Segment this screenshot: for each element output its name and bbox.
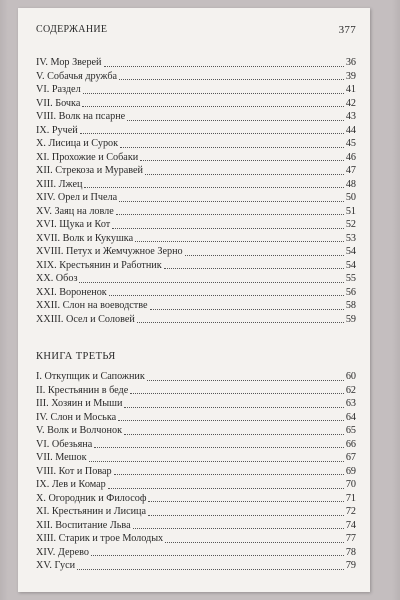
toc-entry-title: VI. Обезьяна [36, 438, 93, 450]
toc-entry-title: VIII. Волк на псарне [36, 111, 126, 122]
toc-entry [36, 137, 356, 151]
dot-leader [114, 474, 344, 475]
book-page [18, 8, 370, 592]
dot-leader [82, 106, 343, 107]
dot-leader [118, 420, 344, 421]
toc-entry-page: 78 [345, 546, 356, 558]
toc-entry [36, 218, 356, 232]
dot-leader [127, 120, 344, 121]
toc-entry-title: XV. Гуси [36, 560, 76, 571]
toc-entry-title: X. Огородник и Философ [36, 492, 147, 504]
toc-entry-title: VII. Мешок [36, 452, 87, 463]
dot-leader [77, 569, 344, 570]
toc-entry-page: 64 [345, 411, 356, 423]
dot-leader [124, 407, 343, 408]
dot-leader [80, 133, 344, 134]
toc-entry [36, 492, 356, 506]
toc-entry [36, 559, 356, 573]
toc-entry-title: XVII. Волк и Кукушка [36, 232, 134, 244]
book-heading: КНИГА ТРЕТЬЯ [36, 351, 116, 362]
toc-entry-page: 59 [345, 313, 356, 325]
toc-entry-title: XI. Крестьянин и Лисица [36, 506, 147, 517]
toc-entry-page: 48 [345, 178, 356, 190]
dot-leader [104, 66, 344, 67]
toc-entry [36, 205, 356, 219]
toc-entry-page: 72 [345, 506, 356, 517]
toc-entry-title: VIII. Кот и Повар [36, 465, 112, 477]
toc-entry-page: 44 [345, 124, 356, 136]
dot-leader [94, 447, 344, 448]
toc-entry-title: XIII. Старик и трое Молодых [36, 533, 164, 544]
toc-entry-page: 52 [345, 219, 356, 230]
toc-entry-page: 65 [345, 425, 356, 436]
toc-entry-title: XII. Стрекоза и Муравей [36, 165, 143, 176]
toc-section-book-three [36, 350, 356, 573]
toc-entry-title: XXI. Вороненок [36, 286, 107, 298]
toc-entry-page: 74 [345, 519, 356, 531]
toc-entry [36, 259, 356, 273]
toc-entry-page: 66 [345, 438, 356, 450]
toc-entry-title: VI. Раздел [36, 84, 81, 95]
toc-entry [36, 56, 356, 70]
dot-leader [119, 79, 344, 80]
dot-leader [84, 187, 343, 188]
dot-leader [147, 380, 344, 381]
dot-leader [164, 268, 344, 269]
page-number: 377 [338, 24, 356, 36]
toc-entry-title: XIV. Дерево [36, 546, 89, 558]
toc-entry [36, 546, 356, 560]
running-title: СОДЕРЖАНИЕ [36, 24, 108, 35]
toc-entry-title: XX. Обоз [36, 273, 78, 284]
dot-leader [165, 542, 344, 543]
toc-entry-page: 63 [345, 398, 356, 409]
toc-entry-title: I. Откупщик и Сапожник [36, 371, 145, 382]
toc-entry-title: III. Хозяин и Мыши [36, 398, 123, 409]
toc-entry [36, 465, 356, 479]
toc-entry [36, 272, 356, 286]
toc-entry [36, 519, 356, 533]
toc-entry-page: 79 [345, 560, 356, 571]
toc-entry [36, 478, 356, 492]
toc-entry-title: IX. Ручей [36, 124, 78, 136]
toc-entry-page: 54 [345, 246, 356, 257]
toc-entry-title: XV. Заяц на ловле [36, 205, 114, 217]
dot-leader [150, 309, 344, 310]
toc-entry-page: 69 [345, 465, 356, 477]
toc-entry [36, 313, 356, 327]
toc-entry-title: XIII. Лжец [36, 178, 83, 190]
toc-entry-page: 36 [345, 57, 356, 68]
toc-entry-page: 58 [345, 300, 356, 311]
toc-entry-title: XXII. Слон на воеводстве [36, 300, 148, 311]
toc-list [36, 56, 356, 326]
dot-leader [116, 214, 344, 215]
page-header [36, 24, 356, 42]
dot-leader [148, 501, 343, 502]
toc-entry-page: 60 [345, 371, 356, 382]
dot-leader [79, 282, 343, 283]
toc-entry-page: 46 [345, 151, 356, 163]
toc-entry-title: XVI. Щука и Кот [36, 219, 111, 230]
toc-entry-title: IV. Мор Зверей [36, 57, 102, 68]
toc-entry-page: 39 [345, 70, 356, 82]
toc-entry [36, 232, 356, 246]
toc-entry [36, 178, 356, 192]
toc-entry-title: X. Лисица и Сурок [36, 138, 119, 149]
toc-entry [36, 411, 356, 425]
toc-entry [36, 397, 356, 411]
toc-entry-page: 70 [345, 479, 356, 490]
toc-entry [36, 299, 356, 313]
toc-entry-page: 62 [345, 384, 356, 396]
dot-leader [112, 228, 344, 229]
dot-leader [133, 528, 344, 529]
dot-leader [119, 201, 344, 202]
toc-entry-page: 41 [345, 84, 356, 95]
toc-entry-page: 54 [345, 259, 356, 271]
toc-entry-title: XIX. Крестьянин и Работник [36, 259, 162, 271]
toc-entry-page: 71 [345, 492, 356, 504]
toc-entry [36, 384, 356, 398]
toc-entry [36, 245, 356, 259]
dot-leader [109, 295, 344, 296]
toc-entry-page: 50 [345, 192, 356, 203]
toc-entry-title: V. Волк и Волчонок [36, 425, 123, 436]
toc-entry-title: V. Собачья дружба [36, 70, 118, 82]
dot-leader [148, 515, 344, 516]
toc-entry [36, 164, 356, 178]
toc-entry-title: XI. Прохожие и Собаки [36, 151, 139, 163]
toc-entry [36, 97, 356, 111]
dot-leader [91, 555, 344, 556]
toc-entry [36, 124, 356, 138]
toc-entry [36, 110, 356, 124]
toc-section-book-two-continued [36, 56, 356, 326]
toc-entry-page: 43 [345, 111, 356, 122]
dot-leader [130, 393, 344, 394]
toc-entry [36, 70, 356, 84]
toc-entry [36, 438, 356, 452]
toc-entry-page: 47 [345, 165, 356, 176]
toc-entry-title: XVIII. Петух и Жемчужное Зерно [36, 246, 183, 257]
dot-leader [185, 255, 344, 256]
toc-entry [36, 370, 356, 384]
toc-entry [36, 191, 356, 205]
toc-entry-title: II. Крестьянин в беде [36, 384, 129, 396]
toc-entry [36, 286, 356, 300]
toc-entry-title: XIV. Орел и Пчела [36, 192, 118, 203]
toc-entry-page: 53 [345, 232, 356, 244]
toc-entry-title: IX. Лев и Комар [36, 479, 106, 490]
toc-entry [36, 451, 356, 465]
toc-entry [36, 83, 356, 97]
toc-entry-page: 45 [345, 138, 356, 149]
dot-leader [124, 434, 344, 435]
dot-leader [108, 488, 344, 489]
toc-entry-page: 67 [345, 452, 356, 463]
dot-leader [135, 241, 344, 242]
dot-leader [120, 147, 344, 148]
toc-entry [36, 424, 356, 438]
toc-entry [36, 151, 356, 165]
toc-entry [36, 532, 356, 546]
toc-list [36, 370, 356, 573]
toc-entry-title: XII. Воспитание Льва [36, 519, 131, 531]
dot-leader [137, 322, 344, 323]
dot-leader [89, 461, 344, 462]
dot-leader [145, 174, 344, 175]
toc-entry-title: IV. Слон и Моська [36, 411, 117, 423]
toc-entry-page: 55 [345, 273, 356, 284]
toc-entry-title: VII. Бочка [36, 97, 81, 109]
dot-leader [83, 93, 344, 94]
toc-entry [36, 505, 356, 519]
toc-entry-page: 56 [345, 286, 356, 298]
toc-entry-page: 42 [345, 97, 356, 109]
dot-leader [140, 160, 344, 161]
toc-entry-title: XXIII. Осел и Соловей [36, 313, 135, 325]
toc-entry-page: 51 [345, 205, 356, 217]
toc-entry-page: 77 [345, 533, 356, 544]
